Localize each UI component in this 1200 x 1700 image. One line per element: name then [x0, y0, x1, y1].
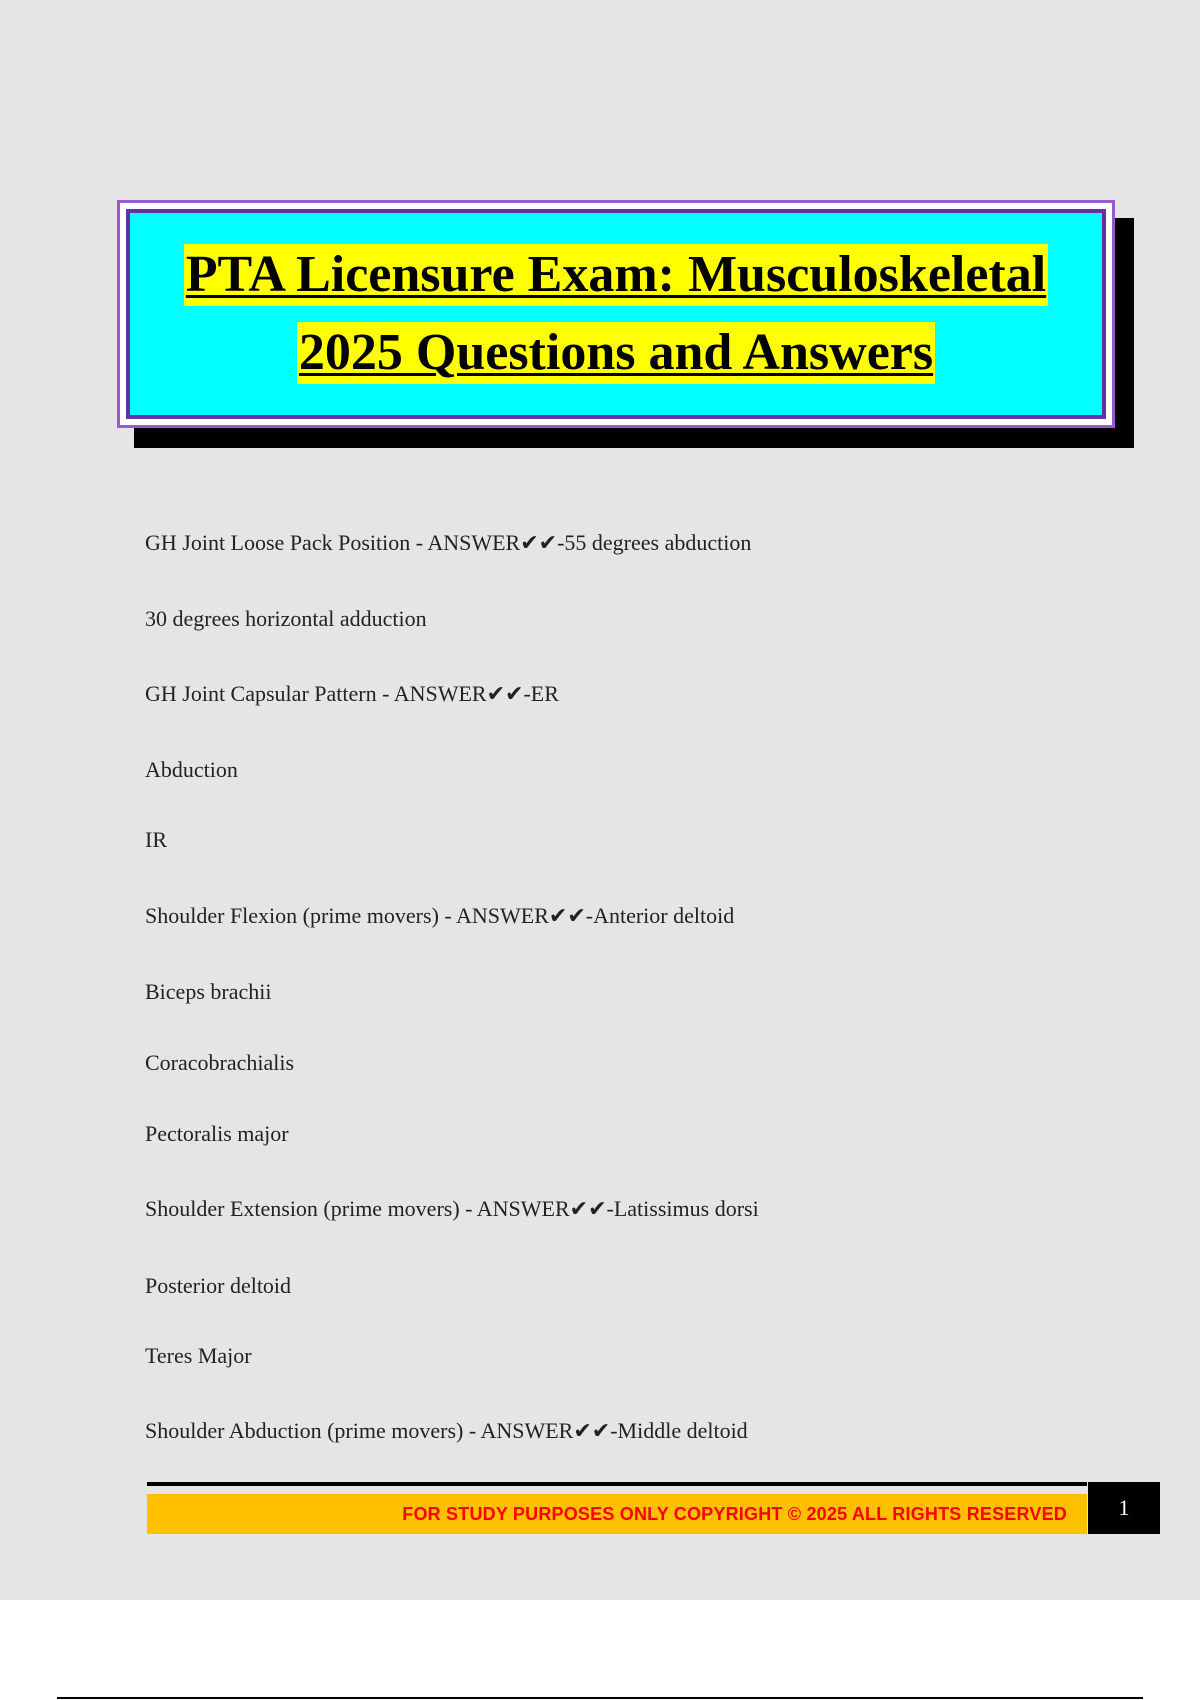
text-line: Abduction: [145, 757, 238, 782]
text-line: 30 degrees horizontal adduction: [145, 606, 427, 631]
bottom-rule: [57, 1697, 1143, 1699]
page-number: 1: [1118, 1495, 1130, 1520]
footer-rule: [147, 1482, 1087, 1486]
text-line: Coracobrachialis: [145, 1050, 295, 1075]
title-box: [117, 200, 1115, 428]
text-line: Shoulder Flexion (prime movers) - ANSWER✔✔-Anterior deltoid: [145, 903, 735, 928]
text-line: Biceps brachii: [145, 979, 272, 1004]
text-line: GH Joint Loose Pack Position - ANSWER✔✔-55 degrees abduction: [145, 530, 752, 555]
title-line-2: 2025 Questions and Answers: [297, 322, 935, 384]
text-line: GH Joint Capsular Pattern - ANSWER✔✔-ER: [145, 681, 559, 706]
title-box-inner: [126, 209, 1106, 419]
text-line: Shoulder Extension (prime movers) - ANSWER✔✔-Latissimus dorsi: [145, 1196, 759, 1221]
footer-copyright: FOR STUDY PURPOSES ONLY COPYRIGHT © 2025 ALL RIGHTS RESERVED: [402, 1503, 1067, 1524]
text-line: Shoulder Abduction (prime movers) - ANSWER✔✔-Middle deltoid: [145, 1418, 748, 1443]
footer-band: [147, 1494, 1087, 1534]
text-line: IR: [145, 827, 167, 852]
text-line: Pectoralis major: [145, 1121, 289, 1146]
page-number-box: [1088, 1482, 1160, 1534]
text-line: Posterior deltoid: [145, 1273, 292, 1298]
text-line: Teres Major: [145, 1343, 252, 1368]
title-line-1: PTA Licensure Exam: Musculoskeletal: [184, 244, 1048, 306]
